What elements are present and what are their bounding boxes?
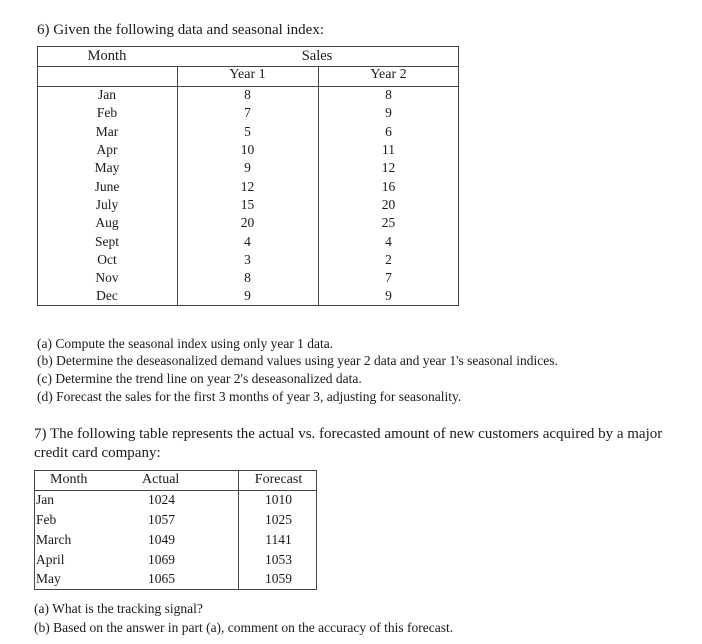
table-cell-year2: 12: [381, 160, 396, 175]
header-actual: Actual: [142, 472, 180, 487]
table-cell-month: Oct: [97, 252, 117, 267]
table-cell-month: Mar: [95, 124, 119, 139]
table-cell-year2: 9: [385, 288, 392, 303]
table-cell-month: Jan: [98, 87, 116, 102]
table-cell-forecast: 1025: [265, 512, 292, 527]
table-cell-year1: 10: [240, 142, 255, 157]
table-cell-year2: 11: [382, 142, 395, 157]
table-cell-month: Dec: [96, 288, 118, 303]
table-cell-year1: 9: [244, 288, 251, 303]
table-cell-year1: 3: [244, 252, 251, 267]
table-cell-month: July: [95, 197, 119, 212]
table-cell-month: March: [36, 532, 72, 547]
table-cell-year2: 2: [385, 252, 392, 267]
table-cell-year1: 7: [244, 105, 251, 120]
table-cell-year2: 6: [385, 124, 392, 139]
table-cell-actual: 1049: [148, 532, 175, 547]
table-cell-month: Feb: [36, 512, 57, 527]
header-year-2: Year 2: [370, 67, 407, 82]
table-cell-year2: 4: [385, 234, 392, 249]
table-cell-year2: 20: [381, 197, 396, 212]
table-cell-forecast: 1141: [265, 532, 292, 547]
question-7a: (a) What is the tracking signal?: [34, 601, 203, 616]
table-cell-year2: 7: [385, 270, 392, 285]
table-cell-month: June: [94, 179, 120, 194]
table-cell-year1: 20: [240, 215, 255, 230]
table-rule: [34, 490, 317, 491]
table-cell-forecast: 1053: [265, 552, 292, 567]
question-6-title: 6) Given the following data and seasonal index:: [37, 22, 325, 38]
forecast-table: [34, 470, 317, 590]
table-cell-month: Jan: [36, 492, 54, 507]
table-cell-year1: 8: [244, 270, 251, 285]
table-cell-month: Aug: [95, 215, 119, 230]
table-cell-year2: 9: [385, 105, 392, 120]
table-cell-year2: 8: [385, 87, 392, 102]
table-cell-year1: 4: [244, 234, 251, 249]
table-cell-actual: 1024: [148, 492, 175, 507]
question-7-title-line1: 7) The following table represents the actual vs. forecasted amount of new customers acquired by a major: [34, 426, 663, 442]
table-cell-actual: 1065: [148, 571, 175, 586]
seasonal-data-table: [37, 46, 459, 306]
header-month: Month: [87, 48, 127, 64]
table-cell-actual: 1057: [148, 512, 175, 527]
table-cell-actual: 1069: [148, 552, 175, 567]
question-6d: (d) Forecast the sales for the first 3 months of year 3, adjusting for seasonality.: [37, 389, 462, 404]
question-7-title-line2: credit card company:: [34, 445, 161, 461]
table-cell-year1: 12: [240, 179, 255, 194]
question-6b: (b) Determine the deseasonalized demand values using year 2 data and year 1's seasonal indices.: [37, 353, 558, 368]
header-sales: Sales: [301, 48, 333, 64]
table-cell-month: April: [36, 552, 65, 567]
table-cell-month: May: [94, 160, 120, 175]
table-cell-month: Sept: [94, 234, 119, 249]
table-cell-month: Nov: [95, 270, 119, 285]
table-rule: [238, 470, 239, 590]
table-cell-forecast: 1010: [265, 492, 292, 507]
question-7b: (b) Based on the answer in part (a), comment on the accuracy of this forecast.: [34, 620, 454, 635]
table-cell-forecast: 1059: [265, 571, 292, 586]
table-cell-month: Feb: [96, 105, 118, 120]
table-cell-year1: 15: [240, 197, 255, 212]
table-cell-month: May: [36, 571, 61, 586]
table-cell-month: Apr: [96, 142, 118, 157]
question-6a: (a) Compute the seasonal index using only year 1 data.: [37, 336, 334, 351]
header-month: Month: [50, 472, 88, 487]
question-6c: (c) Determine the trend line on year 2's deseasonalized data.: [37, 371, 362, 386]
table-cell-year1: 9: [244, 160, 251, 175]
table-cell-year2: 16: [381, 179, 396, 194]
table-cell-year2: 25: [381, 215, 396, 230]
header-forecast: Forecast: [254, 472, 303, 487]
header-year-1: Year 1: [229, 67, 266, 82]
table-cell-year1: 8: [244, 87, 251, 102]
table-cell-year1: 5: [244, 124, 251, 139]
